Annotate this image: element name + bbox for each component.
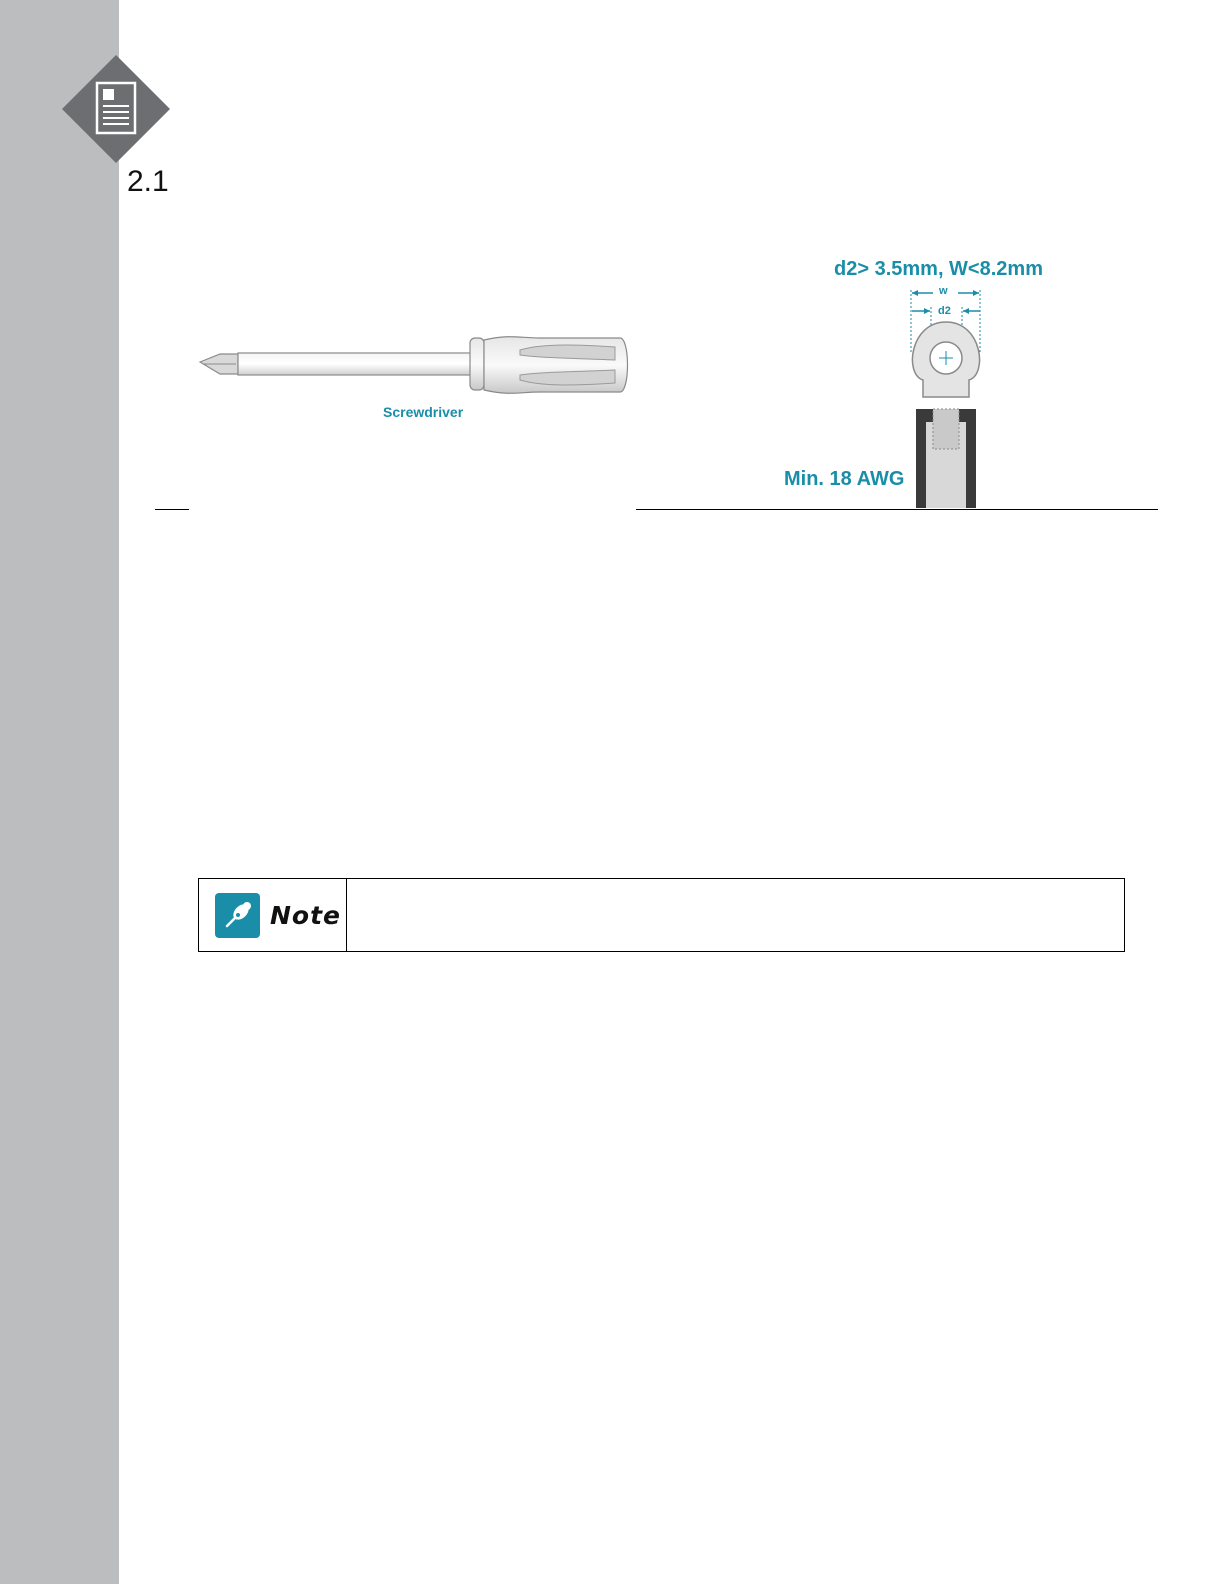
ring-w-label: w (939, 285, 948, 297)
section-document-icon (62, 55, 170, 163)
pushpin-icon (215, 893, 260, 938)
figure-rule-right (636, 509, 1158, 510)
screwdriver-figure (190, 320, 640, 430)
wire-gauge-label: Min. 18 AWG (784, 468, 905, 490)
figure-rule-left (155, 509, 189, 510)
ring-terminal-spec: d2> 3.5mm, W<8.2mm (834, 258, 1043, 280)
ring-terminal-figure (776, 252, 1076, 508)
section-number: 2.1 (127, 165, 169, 198)
note-box (198, 878, 1125, 952)
note-header (199, 879, 347, 951)
note-text (347, 879, 1124, 951)
screwdriver-label: Screwdriver (383, 404, 464, 420)
note-label: Note (270, 900, 342, 930)
page-sidebar (0, 0, 119, 1584)
ring-d2-label: d2 (938, 305, 951, 317)
